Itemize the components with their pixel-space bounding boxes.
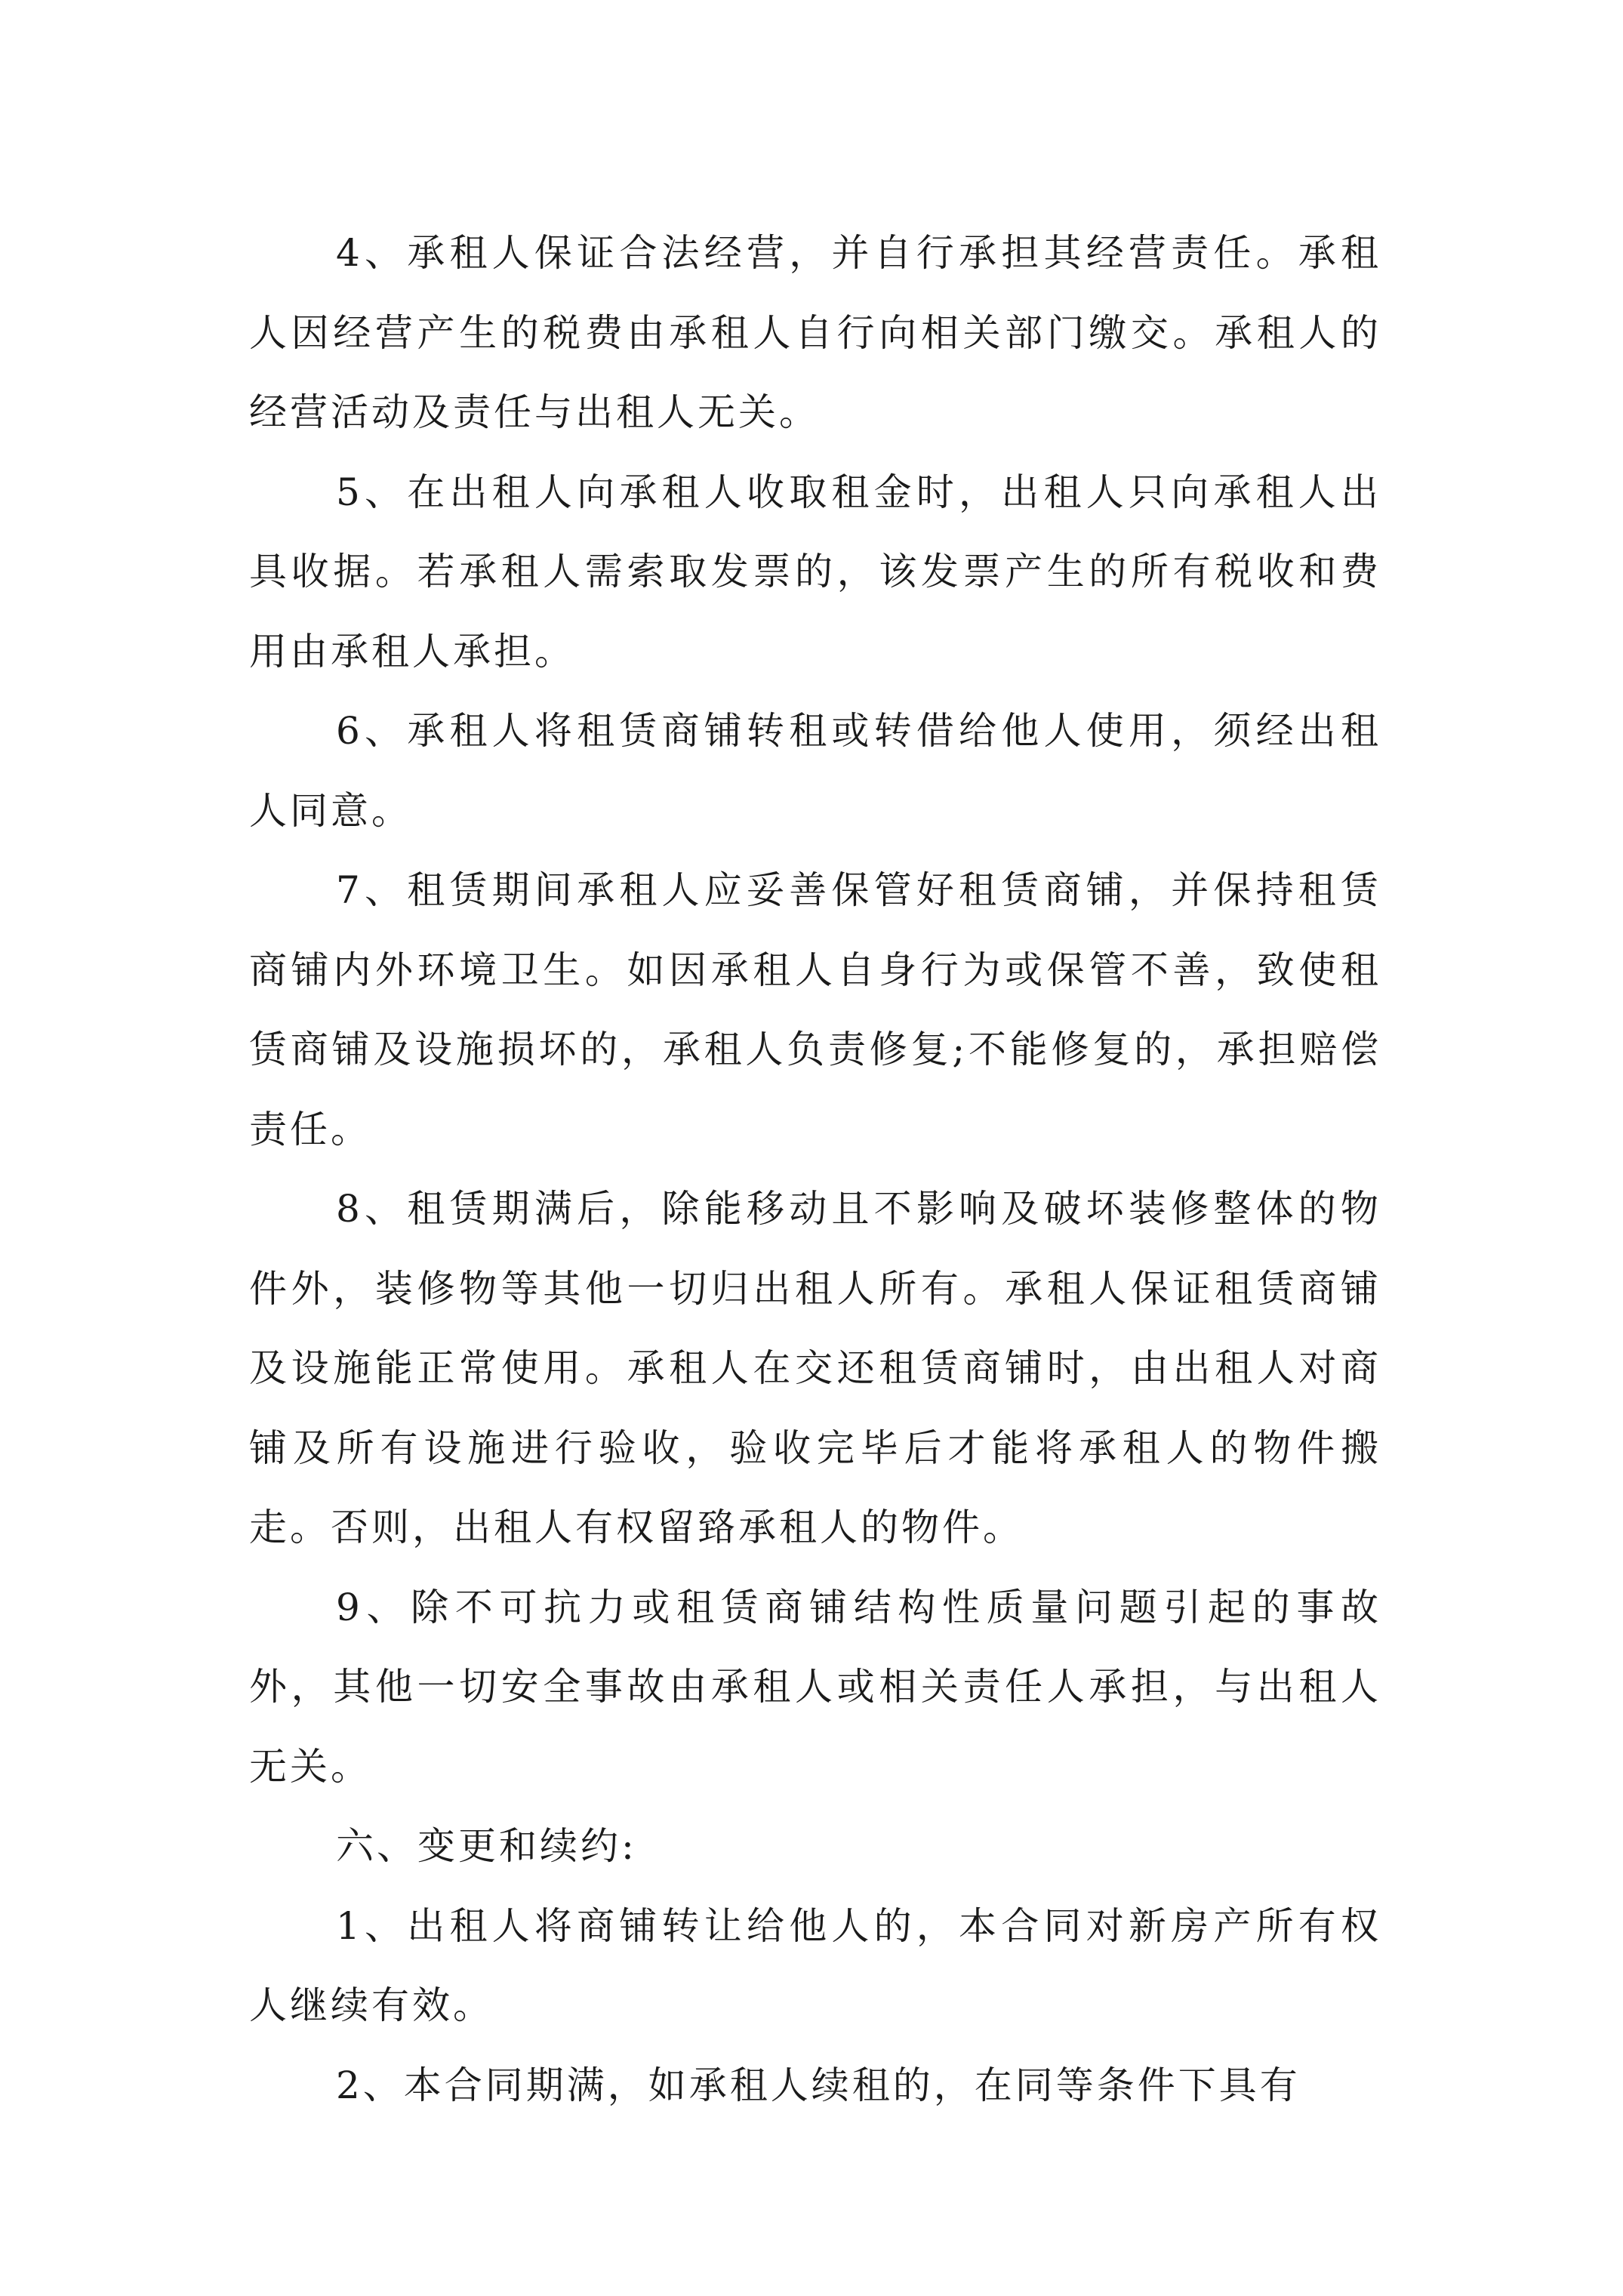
clause-6: 6、承租人将租赁商铺转租或转借给他人使用，须经出租人同意。 <box>249 709 1381 833</box>
section-heading-change-renewal: 六、变更和续约: <box>336 1824 637 1868</box>
clause-5: 5、在出租人向承租人收取租金时，出租人只向承租人出具收据。若承租人需索取发票的，该发票产生的所有税收和费用由承租人承担。 <box>249 470 1381 673</box>
clause-4: 4、承租人保证合法经营，并自行承担其经营责任。承租人因经营产生的税费由承租人自行向相关部门缴交。承租人的经营活动及责任与出租人无关。 <box>249 231 1381 434</box>
document-body <box>249 214 1381 2125</box>
clause-6-1: 1、出租人将商铺转让给他人的，本合同对新房产所有权人继续有效。 <box>249 1903 1381 2027</box>
clause-9: 9、除不可抗力或租赁商铺结构性质量问题引起的事故外，其他一切安全事故由承租人或相关责任人承担，与出租人无关。 <box>249 1585 1381 1789</box>
clause-7: 7、租赁期间承租人应妥善保管好租赁商铺，并保持租赁商铺内外环境卫生。如因承租人自身行为或保管不善，致使租赁商铺及设施损坏的，承租人负责修复;不能修复的，承担赔偿责任。 <box>249 868 1381 1151</box>
clause-6-2: 2、本合同期满，如承租人续租的，在同等条件下具有 <box>336 2063 1301 2107</box>
clause-8: 8、租赁期满后，除能移动且不影响及破坏装修整体的物件外，装修物等其他一切归出租人所有。承租人保证租赁商铺及设施能正常使用。承租人在交还租赁商铺时，由出租人对商铺及所有设施进行验收，验收完毕后才能将承租人的物件搬走。否则，出租人有权留臵承租人的物件。 <box>249 1187 1381 1549</box>
